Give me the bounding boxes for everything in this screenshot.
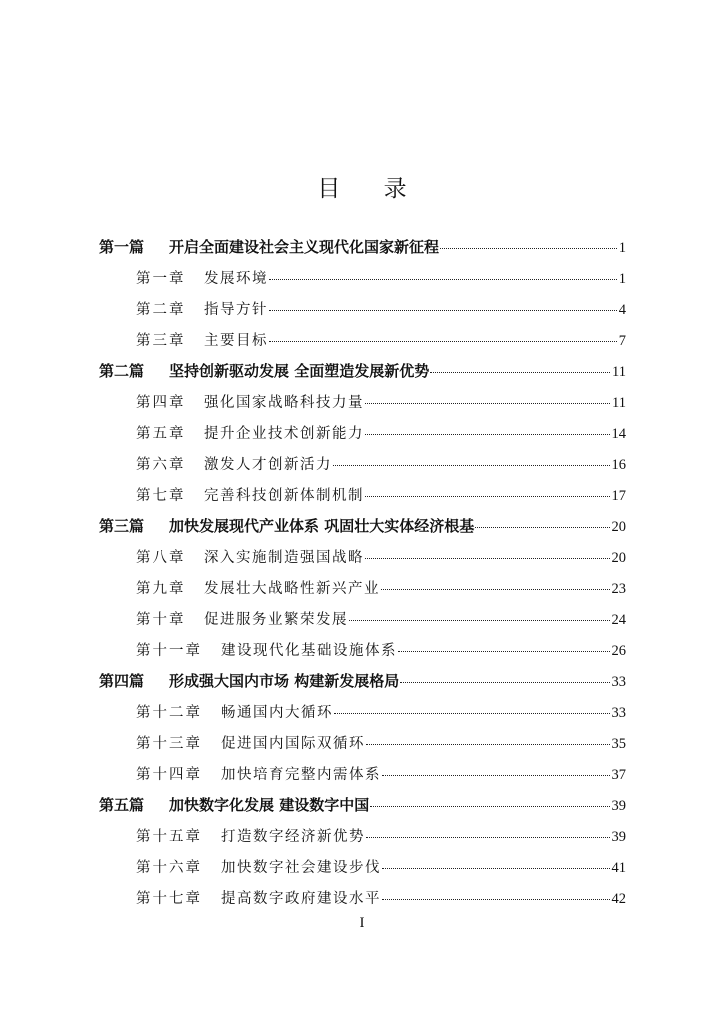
toc-entry-page-number: 37 (611, 767, 626, 783)
toc-chapter-entry[interactable] (99, 608, 626, 639)
toc-entry-title: 促进服务业繁荣发展 (204, 612, 348, 628)
toc-entry-page-number: 1 (618, 240, 626, 256)
toc-part-entry[interactable] (99, 794, 626, 825)
toc-entry-label: 第二章 (136, 302, 186, 318)
toc-entry-title: 完善科技创新体制机制 (204, 488, 364, 504)
toc-entry-label: 第十一章 (136, 643, 202, 659)
toc-entry-page-number: 39 (611, 798, 626, 814)
toc-chapter-entry[interactable] (99, 267, 626, 298)
toc-entry-title: 深入实施制造强国战略 (204, 550, 364, 566)
toc-entry-page-number: 42 (611, 891, 626, 907)
dot-leader (365, 403, 610, 404)
toc-entry-label: 第十章 (136, 612, 186, 628)
dot-leader (382, 899, 610, 900)
toc-entry-page-number: 23 (611, 581, 626, 597)
toc-entry-label: 第十七章 (136, 891, 202, 907)
toc-entry-page-number: 11 (612, 364, 626, 380)
toc-entry-label: 第四篇 (99, 672, 145, 690)
toc-entry-title: 坚持创新驱动发展 全面塑造发展新优势 (169, 362, 430, 380)
toc-entry-title: 强化国家战略科技力量 (204, 395, 364, 411)
toc-entry-page-number: 20 (611, 550, 626, 566)
toc-chapter-entry[interactable] (99, 763, 626, 794)
toc-entry-page-number: 20 (611, 519, 626, 535)
toc-entry-label: 第五章 (136, 426, 186, 442)
toc-entry-label: 第十五章 (136, 829, 202, 845)
dot-leader (349, 620, 610, 621)
toc-entry-title: 提升企业技术创新能力 (204, 426, 364, 442)
toc-entry-label: 第十二章 (136, 705, 202, 721)
toc-chapter-entry[interactable] (99, 577, 626, 608)
toc-part-entry[interactable] (99, 236, 626, 267)
toc-entry-label: 第八章 (136, 550, 186, 566)
toc-entry-title: 加快数字化发展 建设数字中国 (169, 796, 370, 814)
toc-entry-page-number: 11 (612, 395, 626, 411)
toc-entry-label: 第七章 (136, 488, 186, 504)
toc-entry-label: 第十六章 (136, 860, 202, 876)
dot-leader (365, 496, 610, 497)
toc-chapter-entry[interactable] (99, 298, 626, 329)
toc-entry-page-number: 1 (618, 271, 626, 287)
toc-part-entry[interactable] (99, 360, 626, 391)
dot-leader (269, 310, 617, 311)
toc-entry-label: 第一章 (136, 271, 186, 287)
toc-entry-label: 第三章 (136, 333, 186, 349)
dot-leader (370, 806, 609, 807)
dot-leader (366, 837, 610, 838)
toc-entry-label: 第二篇 (99, 362, 145, 380)
toc-entry-title: 打造数字经济新优势 (221, 829, 365, 845)
dot-leader (400, 682, 609, 683)
dot-leader (333, 465, 610, 466)
toc-entry-title: 发展壮大战略性新兴产业 (204, 581, 380, 597)
dot-leader (269, 341, 617, 342)
toc-chapter-entry[interactable] (99, 391, 626, 422)
toc-part-entry[interactable] (99, 515, 626, 546)
toc-entry-page-number: 14 (611, 426, 626, 442)
toc-chapter-entry[interactable] (99, 732, 626, 763)
toc-entry-label: 第四章 (136, 395, 186, 411)
dot-leader (366, 744, 610, 745)
toc-entry-title: 加快发展现代产业体系 巩固壮大实体经济根基 (169, 517, 475, 535)
toc-chapter-entry[interactable] (99, 546, 626, 577)
page-number: I (359, 915, 365, 931)
toc-entry-title: 激发人才创新活力 (204, 457, 332, 473)
toc-entry-title: 主要目标 (204, 333, 268, 349)
toc-entry-label: 第三篇 (99, 517, 145, 535)
toc-chapter-entry[interactable] (99, 825, 626, 856)
toc-entry-page-number: 7 (618, 333, 626, 349)
toc-entry-label: 第十三章 (136, 736, 202, 752)
toc-entry-title: 形成强大国内市场 构建新发展格局 (169, 672, 400, 690)
toc-chapter-entry[interactable] (99, 422, 626, 453)
toc-entry-title: 指导方针 (204, 302, 268, 318)
toc-entry-page-number: 26 (611, 643, 626, 659)
toc-entry-label: 第一篇 (99, 238, 145, 256)
toc-entry-label: 第九章 (136, 581, 186, 597)
dot-leader (334, 713, 610, 714)
toc-entry-page-number: 33 (611, 674, 626, 690)
toc-entry-page-number: 41 (611, 860, 626, 876)
toc-chapter-entry[interactable] (99, 701, 626, 732)
toc-entry-title: 建设现代化基础设施体系 (221, 643, 397, 659)
toc-entry-page-number: 39 (611, 829, 626, 845)
toc-entry-page-number: 35 (611, 736, 626, 752)
toc-chapter-entry[interactable] (99, 453, 626, 484)
toc-entry-title: 发展环境 (204, 271, 268, 287)
toc-entry-label: 第五篇 (99, 796, 145, 814)
toc-entry-page-number: 16 (611, 457, 626, 473)
toc-chapter-entry[interactable] (99, 856, 626, 887)
toc-entry-title: 加快数字社会建设步伐 (221, 860, 381, 876)
dot-leader (440, 248, 617, 249)
toc-entry-page-number: 4 (618, 302, 626, 318)
toc-chapter-entry[interactable] (99, 329, 626, 360)
toc-entry-title: 促进国内国际双循环 (221, 736, 365, 752)
dot-leader (430, 372, 610, 373)
dot-leader (475, 527, 609, 528)
toc-part-entry[interactable] (99, 670, 626, 701)
toc-entry-page-number: 17 (611, 488, 626, 504)
toc-entry-label: 第六章 (136, 457, 186, 473)
toc-entry-title: 开启全面建设社会主义现代化国家新征程 (169, 238, 440, 256)
toc-entry-title: 提高数字政府建设水平 (221, 891, 381, 907)
page-title: 目 录 (317, 176, 425, 202)
toc-entry-page-number: 24 (611, 612, 626, 628)
dot-leader (269, 279, 617, 280)
dot-leader (382, 868, 610, 869)
toc-entry-label: 第十四章 (136, 767, 202, 783)
toc-entry-page-number: 33 (611, 705, 626, 721)
toc-chapter-entry[interactable] (99, 639, 626, 670)
toc-entry-title: 加快培育完整内需体系 (221, 767, 381, 783)
table-of-contents (99, 236, 626, 918)
dot-leader (365, 434, 610, 435)
dot-leader (365, 558, 610, 559)
dot-leader (382, 775, 610, 776)
toc-entry-title: 畅通国内大循环 (221, 705, 333, 721)
toc-chapter-entry[interactable] (99, 887, 626, 918)
dot-leader (381, 589, 610, 590)
dot-leader (398, 651, 610, 652)
toc-chapter-entry[interactable] (99, 484, 626, 515)
